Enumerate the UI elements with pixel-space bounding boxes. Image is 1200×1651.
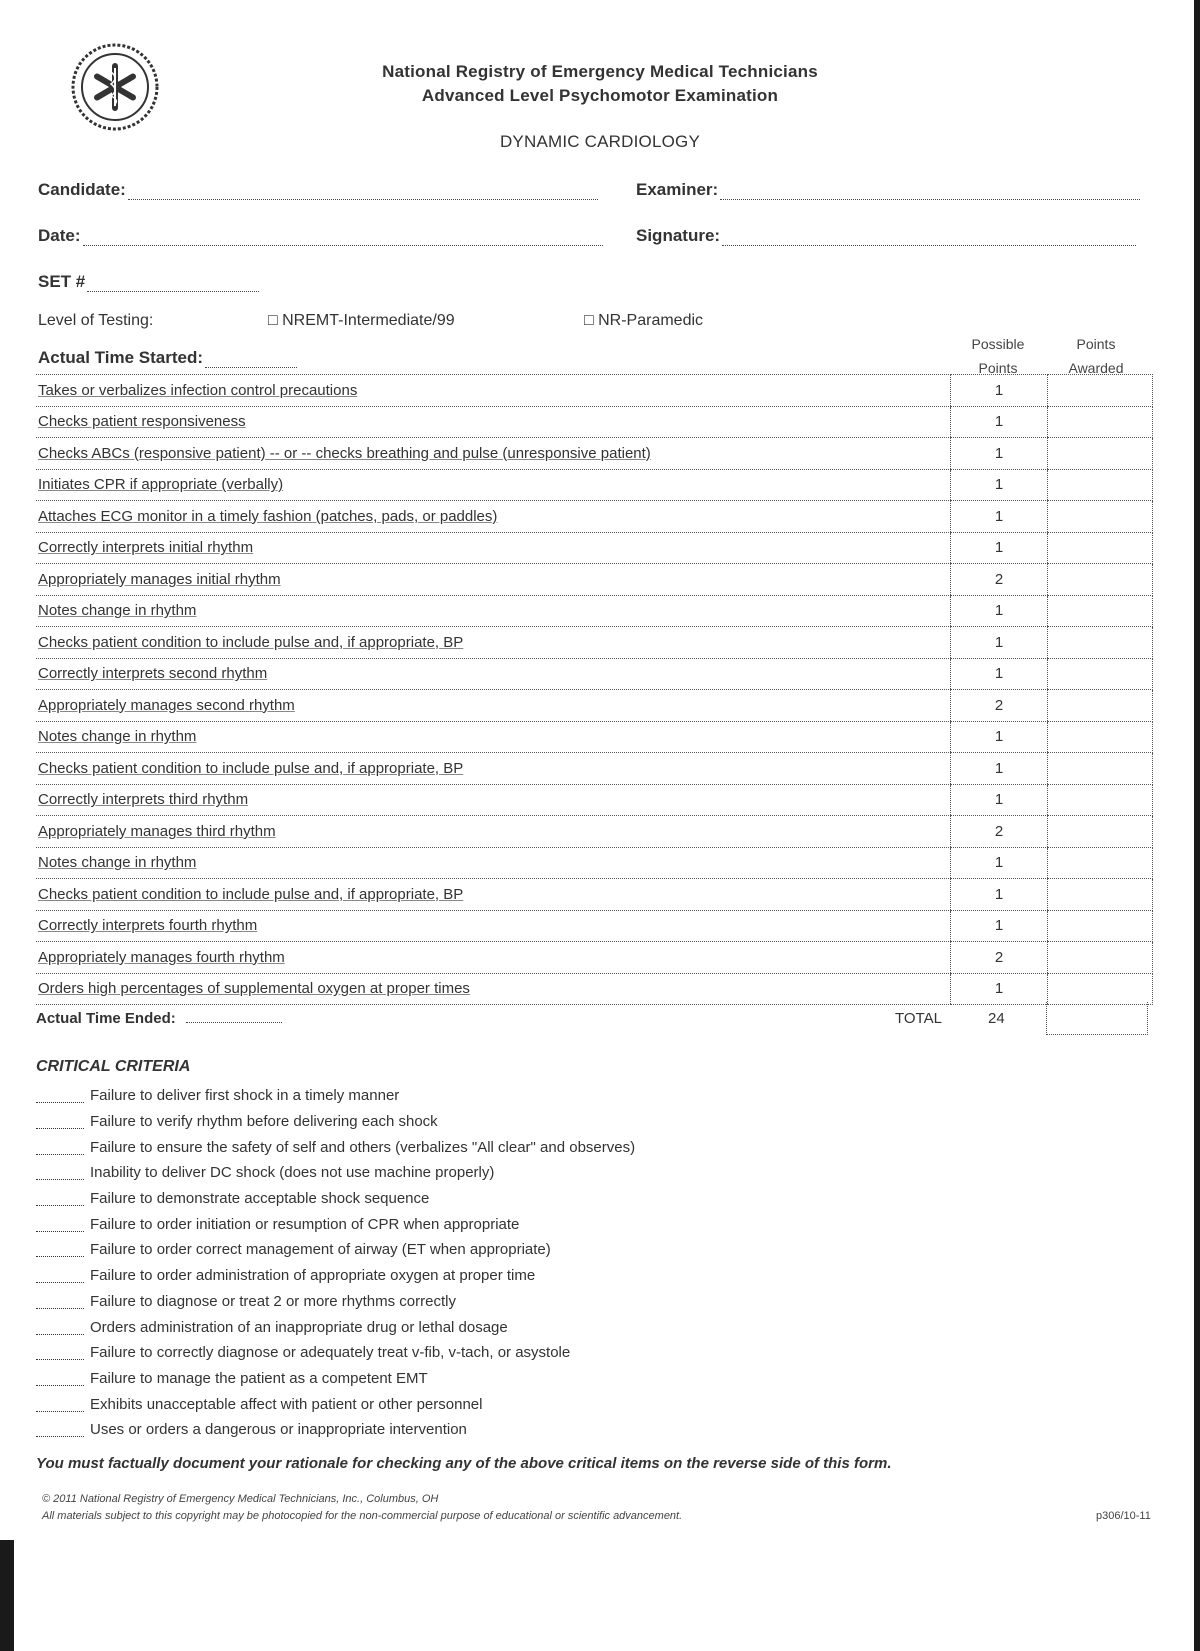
item-possible-points: 1 — [951, 501, 1048, 533]
criteria-check-blank[interactable] — [36, 1422, 84, 1437]
exam-name: Advanced Level Psychomotor Examination — [421, 86, 779, 105]
item-description: Appropriately manages initial rhythm — [36, 564, 951, 596]
total-label: TOTAL — [895, 1010, 942, 1027]
table-row — [36, 879, 1153, 911]
item-description: Correctly interprets fourth rhythm — [36, 910, 951, 942]
item-awarded-points[interactable] — [1048, 406, 1153, 438]
possible-header-line2: Points — [978, 360, 1018, 376]
org-name: National Registry of Emergency Medical Technicians — [382, 62, 818, 81]
criteria-text: Failure to manage the patient as a competent EMT — [90, 1369, 428, 1387]
item-description: Checks patient responsiveness — [36, 406, 951, 438]
item-awarded-points[interactable] — [1048, 595, 1153, 627]
criteria-text: Uses or orders a dangerous or inappropriate intervention — [90, 1421, 467, 1439]
list-item — [36, 1237, 635, 1263]
table-row — [36, 564, 1153, 596]
awarded-header-line1: Points — [1076, 336, 1116, 352]
item-possible-points: 1 — [951, 532, 1048, 564]
list-item — [36, 1314, 635, 1340]
item-possible-points: 1 — [951, 595, 1048, 627]
item-possible-points: 1 — [951, 658, 1048, 690]
item-possible-points: 1 — [951, 910, 1048, 942]
criteria-check-blank[interactable] — [36, 1320, 84, 1335]
list-item — [36, 1289, 635, 1315]
criteria-text: Failure to correctly diagnose or adequately treat v-fib, v-tach, or asystole — [90, 1344, 571, 1362]
critical-criteria-list — [36, 1083, 635, 1443]
date-line[interactable] — [83, 227, 603, 246]
list-item — [36, 1134, 635, 1160]
item-possible-points: 1 — [951, 784, 1048, 816]
item-possible-points: 2 — [951, 690, 1048, 722]
possible-header-line1: Possible — [971, 336, 1025, 352]
item-possible-points: 1 — [951, 469, 1048, 501]
date-label: Date: — [38, 226, 81, 245]
awarded-header-line2: Awarded — [1068, 360, 1124, 376]
item-awarded-points[interactable] — [1048, 910, 1153, 942]
item-possible-points: 1 — [951, 721, 1048, 753]
page-title: DYNAMIC CARDIOLOGY — [499, 132, 701, 151]
item-awarded-points[interactable] — [1048, 942, 1153, 974]
criteria-text: Failure to order administration of appropriate oxygen at proper time — [90, 1267, 536, 1285]
item-description: Initiates CPR if appropriate (verbally) — [36, 469, 951, 501]
item-possible-points: 1 — [951, 847, 1048, 879]
table-row — [36, 627, 1153, 659]
list-item — [36, 1366, 635, 1392]
item-possible-points: 2 — [951, 816, 1048, 848]
list-item — [36, 1160, 635, 1186]
level-option-paramedic[interactable]: □ NR-Paramedic — [584, 312, 704, 329]
item-description: Checks patient condition to include pulse and, if appropriate, BP — [36, 879, 951, 911]
item-description: Appropriately manages fourth rhythm — [36, 942, 951, 974]
list-item — [36, 1391, 635, 1417]
criteria-text: Failure to deliver first shock in a timely manner — [90, 1087, 400, 1105]
item-description: Attaches ECG monitor in a timely fashion (patches, pads, or paddles) — [36, 501, 951, 533]
criteria-text: Failure to ensure the safety of self and others (verbalizes "All clear" and observes) — [90, 1138, 636, 1156]
set-line[interactable] — [87, 273, 259, 292]
table-row — [36, 753, 1153, 785]
list-item — [36, 1186, 635, 1212]
possible-points-header — [950, 332, 1046, 380]
criteria-text: Exhibits unacceptable affect with patient or other personnel — [90, 1395, 483, 1413]
copyright-text: © 2011 National Registry of Emergency Medical Technicians, Inc., Columbus, OH — [42, 1493, 439, 1505]
item-awarded-points[interactable] — [1048, 532, 1153, 564]
table-row — [36, 690, 1153, 722]
table-row — [36, 595, 1153, 627]
table-row — [36, 375, 1153, 407]
signature-line[interactable] — [722, 227, 1136, 246]
criteria-check-blank[interactable] — [36, 1397, 84, 1412]
criteria-check-blank[interactable] — [36, 1345, 84, 1360]
level-option-intermediate[interactable]: □ NREMT-Intermediate/99 — [268, 312, 455, 329]
item-awarded-points[interactable] — [1048, 973, 1153, 1005]
candidate-field[interactable] — [38, 180, 598, 200]
criteria-check-blank[interactable] — [36, 1114, 84, 1129]
item-description: Checks ABCs (responsive patient) -- or -- checks breathing and pulse (unresponsive patient) — [36, 438, 951, 470]
criteria-text: Failure to order initiation or resumption of CPR when appropriate — [90, 1215, 520, 1233]
criteria-text: Failure to diagnose or treat 2 or more rhythms correctly — [90, 1292, 456, 1310]
list-item — [36, 1417, 635, 1443]
item-description: Checks patient condition to include pulse and, if appropriate, BP — [36, 753, 951, 785]
table-row — [36, 438, 1153, 470]
item-awarded-points[interactable] — [1048, 658, 1153, 690]
list-item — [36, 1083, 635, 1109]
time-started-line[interactable] — [205, 349, 297, 368]
scan-edge-left — [0, 1540, 14, 1651]
item-possible-points: 1 — [951, 627, 1048, 659]
criteria-check-blank[interactable] — [36, 1217, 84, 1232]
list-item — [36, 1211, 635, 1237]
item-awarded-points[interactable] — [1048, 564, 1153, 596]
item-possible-points: 1 — [951, 406, 1048, 438]
item-awarded-points[interactable] — [1048, 375, 1153, 407]
criteria-text: Failure to verify rhythm before delivering each shock — [90, 1113, 438, 1131]
total-awarded-box[interactable] — [1046, 1002, 1148, 1035]
item-description: Checks patient condition to include pulse and, if appropriate, BP — [36, 627, 951, 659]
criteria-check-blank[interactable] — [36, 1088, 84, 1103]
criteria-check-blank[interactable] — [36, 1242, 84, 1257]
set-field[interactable] — [38, 272, 259, 292]
rationale-note: You must factually document your rationale for checking any of the above critical items on the reverse side of this form. — [36, 1455, 892, 1472]
item-awarded-points[interactable] — [1048, 847, 1153, 879]
form-code: p306/10-11 — [1096, 1510, 1151, 1522]
total-value: 24 — [988, 1010, 1005, 1027]
item-description: Correctly interprets second rhythm — [36, 658, 951, 690]
criteria-check-blank[interactable] — [36, 1165, 84, 1180]
item-description: Correctly interprets third rhythm — [36, 784, 951, 816]
criteria-check-blank[interactable] — [36, 1191, 84, 1206]
criteria-check-blank[interactable] — [36, 1371, 84, 1386]
table-row — [36, 406, 1153, 438]
signature-label: Signature: — [636, 226, 721, 245]
table-row — [36, 910, 1153, 942]
examiner-field[interactable] — [636, 180, 1140, 200]
item-description: Notes change in rhythm — [36, 847, 951, 879]
item-possible-points: 1 — [951, 879, 1048, 911]
item-awarded-points[interactable] — [1048, 627, 1153, 659]
criteria-text: Failure to demonstrate acceptable shock sequence — [90, 1190, 430, 1208]
candidate-label: Candidate: — [38, 180, 126, 199]
item-description: Correctly interprets initial rhythm — [36, 532, 951, 564]
table-row — [36, 658, 1153, 690]
table-row — [36, 469, 1153, 501]
item-possible-points: 1 — [951, 438, 1048, 470]
item-possible-points: 2 — [951, 564, 1048, 596]
time-ended-line[interactable] — [186, 1022, 282, 1023]
criteria-text: Orders administration of an inappropriate drug or lethal dosage — [90, 1318, 508, 1336]
item-awarded-points[interactable] — [1048, 784, 1153, 816]
scoring-table — [36, 374, 1153, 1005]
item-description: Appropriately manages third rhythm — [36, 816, 951, 848]
time-started-field[interactable] — [38, 348, 297, 368]
item-description: Takes or verbalizes infection control precautions — [36, 375, 951, 407]
critical-criteria-title: CRITICAL CRITERIA — [36, 1058, 191, 1075]
table-row — [36, 532, 1153, 564]
item-possible-points: 1 — [951, 753, 1048, 785]
item-description: Orders high percentages of supplemental oxygen at proper times — [36, 973, 951, 1005]
points-awarded-header — [1046, 332, 1146, 380]
time-ended-field[interactable] — [36, 1010, 282, 1027]
date-field[interactable] — [38, 226, 603, 246]
examiner-label: Examiner: — [636, 180, 719, 199]
item-awarded-points[interactable] — [1048, 879, 1153, 911]
list-item — [36, 1109, 635, 1135]
table-row — [36, 721, 1153, 753]
item-awarded-points[interactable] — [1048, 816, 1153, 848]
item-awarded-points[interactable] — [1048, 469, 1153, 501]
item-awarded-points[interactable] — [1048, 438, 1153, 470]
table-row — [36, 847, 1153, 879]
table-row — [36, 973, 1153, 1005]
item-awarded-points[interactable] — [1048, 721, 1153, 753]
criteria-check-blank[interactable] — [36, 1268, 84, 1283]
item-description: Appropriately manages second rhythm — [36, 690, 951, 722]
criteria-text: Inability to deliver DC shock (does not use machine properly) — [90, 1164, 495, 1182]
criteria-check-blank[interactable] — [36, 1294, 84, 1309]
item-possible-points: 2 — [951, 942, 1048, 974]
criteria-text: Failure to order correct management of airway (ET when appropriate) — [90, 1241, 551, 1259]
table-row — [36, 816, 1153, 848]
level-label: Level of Testing: — [38, 312, 154, 329]
scan-edge-right — [1194, 0, 1200, 1651]
item-possible-points: 1 — [951, 375, 1048, 407]
time-ended-label: Actual Time Ended: — [36, 1010, 176, 1027]
set-label: SET # — [38, 272, 86, 291]
rights-text: All materials subject to this copyright may be photocopied for the non-commercial purpose of educational or scientific advancement. — [42, 1510, 683, 1522]
table-row — [36, 784, 1153, 816]
item-description: Notes change in rhythm — [36, 721, 951, 753]
table-row — [36, 501, 1153, 533]
signature-field[interactable] — [636, 226, 1136, 246]
candidate-line[interactable] — [128, 181, 598, 200]
list-item — [36, 1263, 635, 1289]
criteria-check-blank[interactable] — [36, 1140, 84, 1155]
item-awarded-points[interactable] — [1048, 690, 1153, 722]
item-description: Notes change in rhythm — [36, 595, 951, 627]
item-awarded-points[interactable] — [1048, 501, 1153, 533]
examiner-line[interactable] — [720, 181, 1140, 200]
item-awarded-points[interactable] — [1048, 753, 1153, 785]
list-item — [36, 1340, 635, 1366]
time-started-label: Actual Time Started: — [38, 348, 204, 367]
item-possible-points: 1 — [951, 973, 1048, 1005]
table-row — [36, 942, 1153, 974]
